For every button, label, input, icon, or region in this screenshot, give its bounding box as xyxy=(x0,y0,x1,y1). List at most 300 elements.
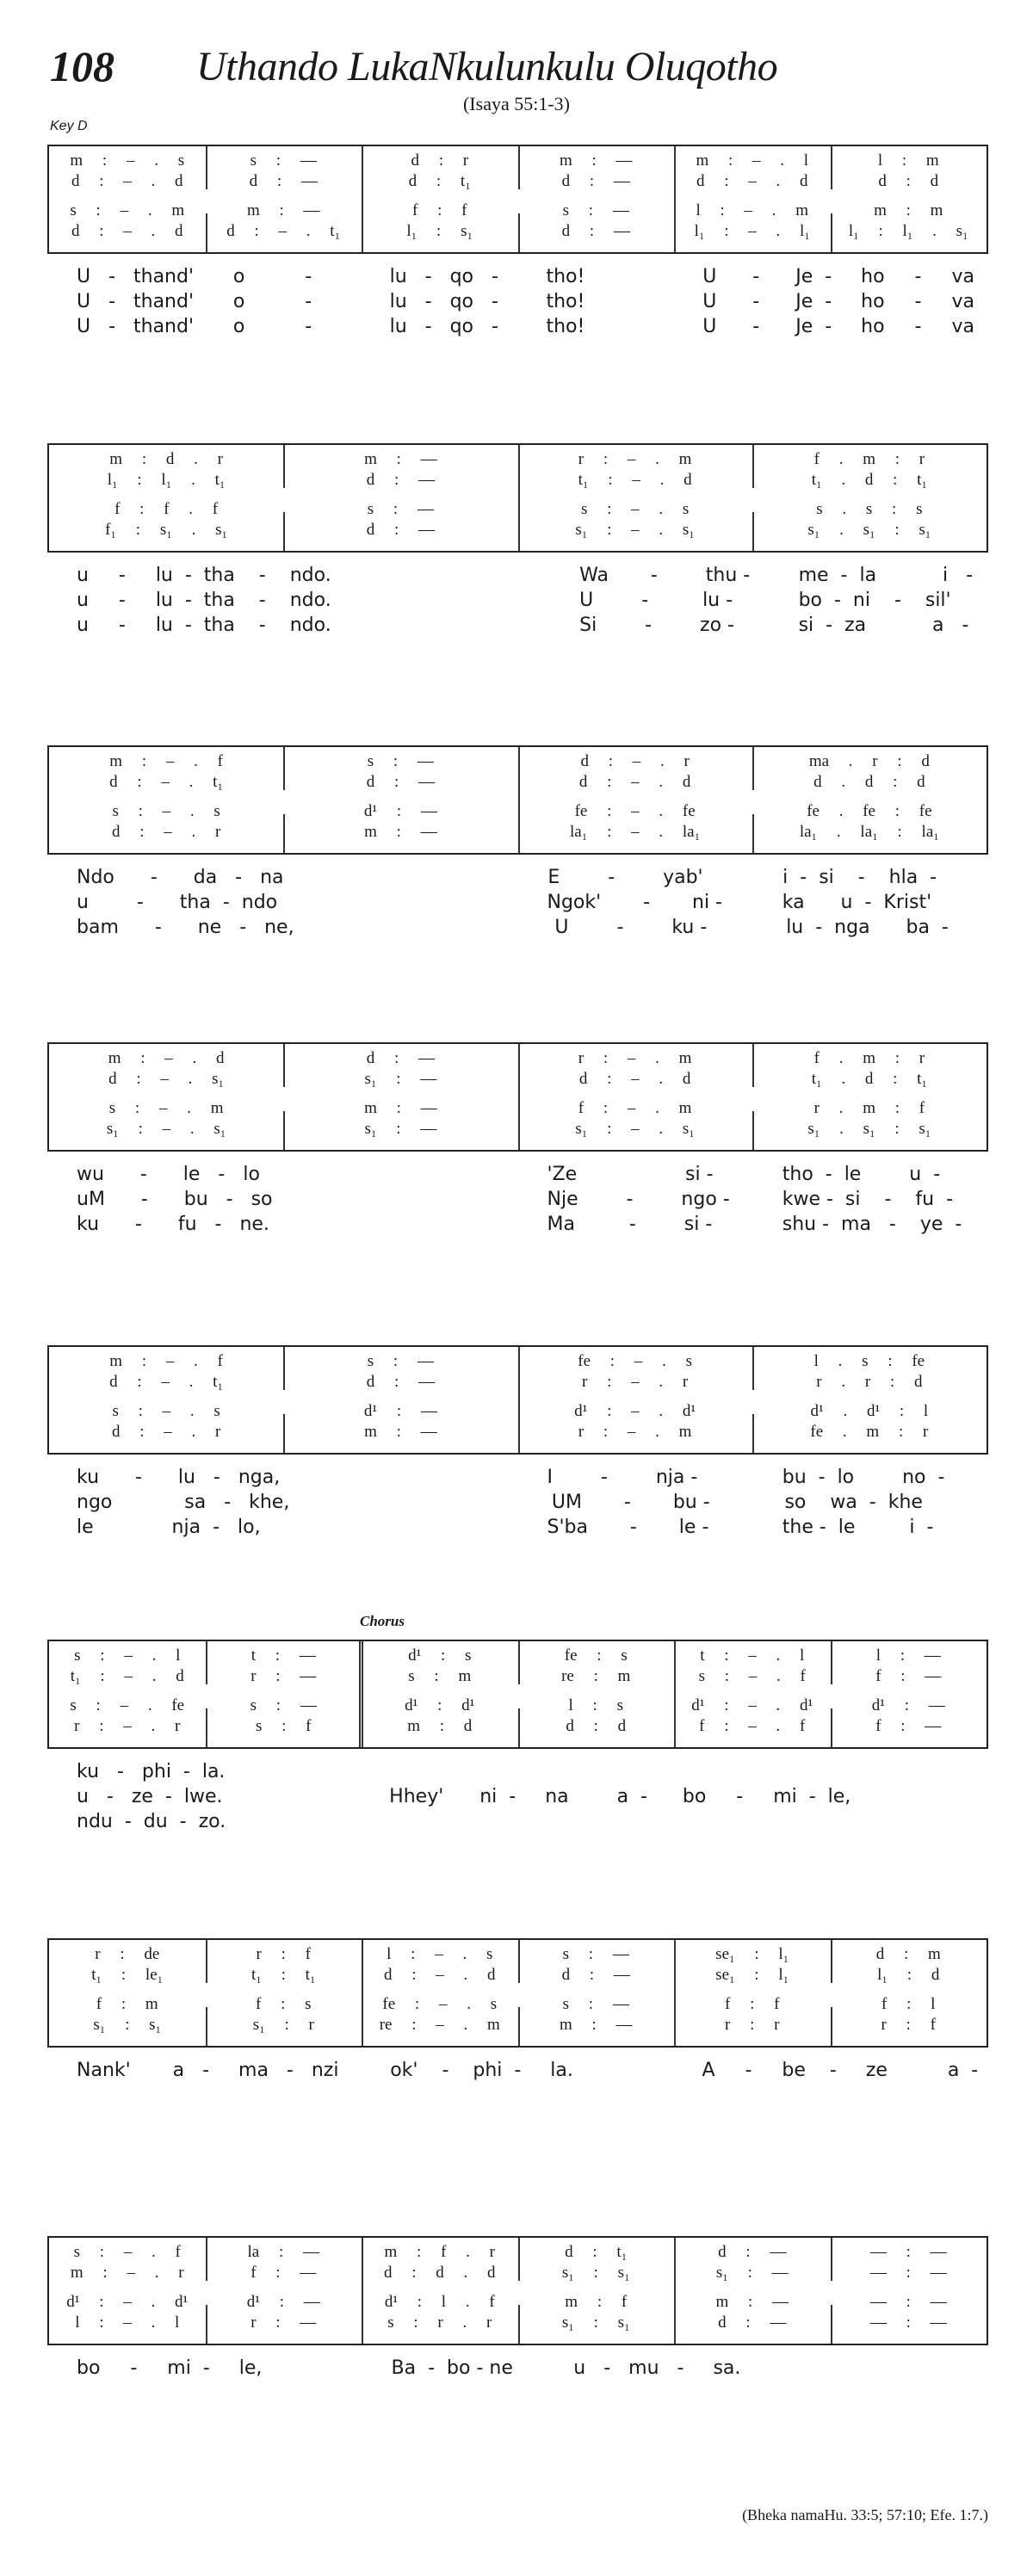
bass-notes: d : — xyxy=(366,521,436,539)
beat-cell xyxy=(362,1940,518,2046)
solfa-staff-box xyxy=(47,745,988,855)
beat-cell xyxy=(518,1641,675,1747)
alto-notes: f : — xyxy=(875,1667,942,1685)
alto-notes: t₁ : – . d xyxy=(578,471,692,489)
tenor-notes: d¹ : — xyxy=(871,1696,945,1714)
bass-notes: l₁ : s₁ xyxy=(406,222,473,240)
lyric-syllables xyxy=(226,1811,378,1836)
music-system xyxy=(47,2236,988,2382)
tenor-notes: f : s xyxy=(256,1995,312,2013)
hymn-number: 108 xyxy=(50,42,114,90)
bass-notes: d : – . r xyxy=(111,1423,221,1441)
beat-cell xyxy=(206,2238,362,2344)
verse-3-lyric-line xyxy=(47,1214,988,1239)
tenor-notes: f : m xyxy=(96,1995,158,2013)
bass-notes: d : — xyxy=(718,2313,787,2332)
tenor-notes: f : f xyxy=(725,1995,780,2013)
alto-notes: d : – . d xyxy=(71,172,183,190)
key-signature: Key D xyxy=(50,119,88,133)
lyric-syllables xyxy=(331,590,550,615)
soprano-notes: m : – . l xyxy=(696,151,809,170)
lyric-syllables: u - tha - ndo xyxy=(77,892,278,913)
tenor-notes: s : – . s xyxy=(112,802,220,820)
alto-notes: d : d xyxy=(878,172,939,190)
alto-notes: d : — xyxy=(561,1966,630,1984)
lyric-syllables: bo - mi - xyxy=(77,2357,210,2379)
tenor-notes: s : – . s xyxy=(580,500,690,518)
beat-cell xyxy=(206,1940,362,2046)
tenor-notes: l : – . m xyxy=(696,201,809,219)
tenor-notes: f : – . m xyxy=(578,1099,692,1117)
bass-notes: l : – . l xyxy=(75,2313,180,2332)
bass-notes: d : – . t₁ xyxy=(226,222,341,240)
beat-cell xyxy=(674,1641,831,1747)
bass-notes: s₁ : — xyxy=(364,1120,437,1138)
bass-notes: s₁ : s₁ xyxy=(561,2313,630,2332)
tenor-notes: l : s xyxy=(568,1696,623,1714)
beat-cell xyxy=(206,146,362,252)
soprano-notes: d : r xyxy=(411,151,469,170)
tenor-notes: s : – . fe xyxy=(70,1696,185,1714)
lyric-syllables: U - Je - xyxy=(702,291,832,312)
lyric-syllables xyxy=(331,565,550,590)
bass-notes: d : — xyxy=(561,222,630,240)
music-system xyxy=(47,1042,988,1239)
lyric-syllables: bo - mi - le, xyxy=(682,1786,851,1807)
lyric-syllables: u - lu - tha - ndo. xyxy=(77,615,331,636)
tenor-notes: d¹ : – . d¹ xyxy=(66,2293,189,2311)
beat-cell xyxy=(674,146,831,252)
music-system xyxy=(47,1345,988,1541)
tenor-notes: fe . fe : fe xyxy=(807,802,932,820)
alto-notes: d : – . d xyxy=(696,172,808,190)
lyric-syllables: lu - qo - xyxy=(389,291,498,312)
tenor-notes: d¹ : — xyxy=(363,802,437,820)
bass-notes: m : d xyxy=(407,1717,473,1735)
lyric-syllables xyxy=(225,1761,377,1786)
soprano-notes: s : — xyxy=(367,1352,434,1370)
beat-cell xyxy=(49,2238,206,2344)
lyric-syllables xyxy=(378,1761,530,1786)
alto-notes: d : – . t₁ xyxy=(109,1373,224,1391)
soprano-notes: — : — xyxy=(869,2243,947,2261)
lyric-syllables: uM - bu - so xyxy=(77,1189,273,1210)
beat-cell xyxy=(831,1940,987,2046)
lyric-syllables: si - za a - xyxy=(798,615,969,636)
solfa-staff-box xyxy=(47,1640,988,1749)
lyric-syllables: o - xyxy=(232,266,312,287)
lyric-syllables: ho - va xyxy=(861,316,974,337)
lyric-syllables xyxy=(289,1492,523,1517)
lyric-syllables: ho - va xyxy=(861,291,974,312)
beat-cell xyxy=(831,146,987,252)
beat-cell xyxy=(518,2238,675,2344)
lyric-syllables: Ma - si - xyxy=(547,1214,713,1235)
bass-notes: f : – . f xyxy=(699,1717,806,1735)
lyric-syllables xyxy=(284,867,519,892)
bass-notes: s₁ . s₁ : s₁ xyxy=(807,1120,931,1138)
tenor-notes: s : – . m xyxy=(108,1099,224,1117)
beat-cell xyxy=(831,2238,987,2344)
lyric-syllables xyxy=(530,1761,683,1786)
verse-1-lyric-line xyxy=(47,2060,988,2085)
lyric-syllables: ku - fu - ne. xyxy=(77,1214,269,1235)
lyric-syllables: tho! xyxy=(546,291,585,312)
lyric-syllables: the - le i - xyxy=(782,1517,934,1538)
lyric-syllables: le nja - lo, xyxy=(77,1517,261,1538)
tenor-notes: s : — xyxy=(250,1696,317,1714)
lyric-syllables: tho - le u - xyxy=(782,1164,941,1185)
bass-notes: r : f xyxy=(881,2016,936,2034)
lyrics xyxy=(47,1164,988,1239)
beat-cell xyxy=(362,146,518,252)
music-system xyxy=(47,1640,988,1836)
bass-notes: d : – . r xyxy=(111,823,221,841)
alto-notes: s : m xyxy=(408,1667,472,1685)
bass-notes: f : — xyxy=(875,1717,942,1735)
bass-notes: m : — xyxy=(364,1423,437,1441)
lyric-syllables: bo - ni - sil' xyxy=(798,590,951,611)
tenor-notes: fe : – . s xyxy=(382,1995,498,2013)
soprano-notes: m : – . f xyxy=(109,752,223,770)
alto-notes: d : — xyxy=(249,172,318,190)
soprano-notes: l : — xyxy=(875,1646,941,1665)
music-system xyxy=(47,1938,988,2085)
soprano-notes: d : — xyxy=(718,2243,787,2261)
solfa-staff-box xyxy=(47,145,988,254)
beat-cell xyxy=(362,1641,518,1747)
tenor-notes: d¹ : d¹ xyxy=(405,1696,475,1714)
lyric-syllables: Ba - bo - ne xyxy=(391,2357,513,2379)
solfa-staff-box xyxy=(47,2236,988,2345)
alto-notes: l₁ : l₁ . t₁ xyxy=(107,471,226,489)
tenor-notes: m : — xyxy=(715,2293,789,2311)
music-system xyxy=(47,145,988,341)
verse-2-lyric-line xyxy=(47,291,988,316)
lyric-syllables: Wa - thu - xyxy=(579,565,751,586)
bass-notes: s₁ . s₁ : s₁ xyxy=(807,521,931,539)
lyric-syllables: o - xyxy=(232,316,312,337)
alto-notes: d : — xyxy=(366,1373,436,1391)
lyric-syllables xyxy=(282,1214,517,1239)
alto-notes: se₁ : l₁ xyxy=(715,1966,789,1984)
verse-2-lyric-line xyxy=(47,590,988,615)
beat-cell xyxy=(518,445,752,551)
bass-notes: r : — xyxy=(251,2313,317,2332)
beat-cell xyxy=(518,1044,752,1150)
lyric-syllables: U - thand' xyxy=(77,291,195,312)
soprano-notes: r : – . m xyxy=(578,450,692,468)
lyric-syllables: U - Je - xyxy=(702,316,832,337)
beat-cell xyxy=(518,1347,752,1453)
lyric-syllables: tho! xyxy=(546,316,585,337)
bass-notes: r : r xyxy=(725,2016,780,2034)
soprano-notes: fe : s xyxy=(564,1646,628,1665)
alto-notes: d : — xyxy=(561,172,630,190)
beat-cell xyxy=(49,1347,283,1453)
lyric-syllables xyxy=(836,2357,988,2382)
lyric-syllables: la. xyxy=(550,2060,573,2081)
lyric-syllables: ma - nzi xyxy=(238,2060,339,2081)
lyric-syllables: sa. xyxy=(713,2357,741,2379)
tenor-notes: fe : – . fe xyxy=(574,802,696,820)
bass-notes: s : r . r xyxy=(387,2313,492,2332)
lyric-syllables: u - lu - tha - ndo. xyxy=(77,590,331,611)
beat-cell xyxy=(752,747,987,853)
bass-notes: m : — xyxy=(364,823,437,841)
tenor-notes: m : — xyxy=(246,201,320,219)
beat-cell xyxy=(49,146,206,252)
soprano-notes: ma . r : d xyxy=(808,752,930,770)
bass-notes: f₁ : s₁ . s₁ xyxy=(105,521,228,539)
tenor-notes: s : – . m xyxy=(70,201,185,219)
alto-notes: d : – . d xyxy=(578,773,691,791)
lyric-syllables: kwe - si - fu - xyxy=(782,1189,954,1210)
lyric-syllables xyxy=(836,1761,988,1786)
bass-notes: l₁ : – . l₁ xyxy=(694,222,810,240)
lyrics xyxy=(47,2357,988,2382)
soprano-notes: s : – . f xyxy=(73,2243,181,2261)
alto-notes: d : — xyxy=(366,773,436,791)
soprano-notes: s : — xyxy=(250,151,317,170)
soprano-notes: m : – . s xyxy=(70,151,185,170)
lyric-syllables xyxy=(531,1811,684,1836)
beat-cell xyxy=(518,1940,675,2046)
lyric-syllables: wu - le - lo xyxy=(77,1164,260,1185)
soprano-notes: d : – . r xyxy=(580,752,690,770)
bass-notes: fe . m : r xyxy=(810,1423,929,1441)
verse-1-lyric-line xyxy=(47,1164,988,1189)
tenor-notes: s : — xyxy=(367,500,434,518)
verse-3-lyric-line xyxy=(47,316,988,341)
beat-cell xyxy=(518,747,752,853)
alto-notes: d : – . t₁ xyxy=(109,773,224,791)
tenor-notes: d¹ : – . d¹ xyxy=(574,1402,696,1420)
lyrics xyxy=(47,867,988,942)
verse-2-lyric-line xyxy=(47,1786,988,1811)
bass-notes: d : – . d xyxy=(71,222,183,240)
soprano-notes: d : t₁ xyxy=(565,2243,628,2261)
lyric-syllables: le, xyxy=(238,2357,263,2379)
beat-cell xyxy=(49,1940,206,2046)
bass-notes: s₁ : – . s₁ xyxy=(575,1120,695,1138)
lyric-syllables: U - thand' xyxy=(77,316,195,337)
beat-cell xyxy=(362,2238,518,2344)
tenor-notes: m : — xyxy=(364,1099,437,1117)
lyric-syllables: ho - va xyxy=(861,266,974,287)
alto-notes: r : — xyxy=(251,1667,317,1685)
beat-cell xyxy=(752,1347,987,1453)
alto-notes: d . d : d xyxy=(813,773,925,791)
lyric-syllables: u - lu - tha - ndo. xyxy=(77,565,331,586)
verse-1-lyric-line xyxy=(47,565,988,590)
soprano-notes: m : d . r xyxy=(109,450,223,468)
soprano-notes: l : – . s xyxy=(387,1945,493,1963)
soprano-notes: m : — xyxy=(364,450,437,468)
soprano-notes: f . m : r xyxy=(813,1049,925,1067)
tenor-notes: d¹ : — xyxy=(246,2293,320,2311)
lyric-syllables: lu - qo - xyxy=(389,316,498,337)
beat-cell xyxy=(49,445,283,551)
tenor-notes: f : f . f xyxy=(114,500,219,518)
soprano-notes: m : — xyxy=(559,151,633,170)
bass-notes: r : – . r xyxy=(74,1717,181,1735)
alto-notes: t₁ : le₁ xyxy=(91,1966,164,1984)
verse-3-lyric-line xyxy=(47,917,988,942)
lyric-syllables: na a - xyxy=(545,1786,647,1807)
lyric-syllables: u - mu - xyxy=(543,2357,684,2379)
lyrics xyxy=(47,266,988,341)
alto-notes: t₁ . d : t₁ xyxy=(811,1070,928,1088)
lyric-syllables: shu - ma - ye - xyxy=(782,1214,962,1235)
beat-cell xyxy=(752,445,987,551)
soprano-notes: l . s : fe xyxy=(813,1352,925,1370)
lyric-syllables: tho! xyxy=(546,266,585,287)
soprano-notes: r : f xyxy=(256,1945,311,1963)
lyric-syllables: Ndo - da - na xyxy=(77,867,284,888)
verse-2-lyric-line xyxy=(47,1189,988,1214)
lyric-syllables xyxy=(683,1761,835,1786)
solfa-staff-box xyxy=(47,1345,988,1455)
beat-cell xyxy=(49,747,283,853)
verse-1-lyric-line xyxy=(47,1467,988,1492)
lyric-syllables: ku - phi - la. xyxy=(77,1761,226,1782)
lyric-syllables xyxy=(836,1811,988,1836)
lyric-syllables: S'ba - le - xyxy=(547,1517,709,1538)
lyric-syllables: bam - ne - ne, xyxy=(77,917,294,938)
soprano-notes: r : de xyxy=(95,1945,160,1963)
lyric-syllables: ze a - xyxy=(865,2060,979,2081)
lyric-syllables: so wa - khe xyxy=(784,1492,923,1513)
tenor-notes: m : f xyxy=(565,2293,628,2311)
lyric-syllables: E - yab' xyxy=(547,867,703,888)
solfa-staff-box xyxy=(47,1042,988,1152)
beat-cell xyxy=(206,1641,362,1747)
hymn-title: Uthando LukaNkulunkulu Oluqotho xyxy=(196,44,778,90)
alto-notes: m : – . r xyxy=(70,2264,184,2282)
lyric-syllables: U - ku - xyxy=(554,917,708,938)
bass-notes: s₁ : s₁ xyxy=(93,2016,162,2034)
tenor-notes: s : – . s xyxy=(112,1402,220,1420)
lyric-syllables: bu - lo no - xyxy=(782,1467,945,1488)
beat-cell xyxy=(674,1940,831,2046)
soprano-notes: d : — xyxy=(366,1049,436,1067)
lyric-syllables xyxy=(378,1811,530,1836)
bass-notes: la₁ : – . la₁ xyxy=(570,823,701,841)
soprano-notes: se₁ : l₁ xyxy=(715,1945,789,1963)
bass-notes: d : d xyxy=(566,1717,627,1735)
beat-cell xyxy=(283,747,517,853)
lyric-syllables: ngo sa - khe, xyxy=(77,1492,290,1513)
lyric-syllables: Nank' a - xyxy=(77,2060,210,2081)
bass-notes: r : – . m xyxy=(578,1423,692,1441)
bass-notes: m : — xyxy=(559,2016,633,2034)
lyric-syllables: U - thand' xyxy=(77,266,195,287)
beat-cell xyxy=(831,1641,987,1747)
lyric-syllables: lu - nga ba - xyxy=(786,917,949,938)
tenor-notes: d¹ : l . f xyxy=(384,2293,495,2311)
soprano-notes: s : — xyxy=(367,752,434,770)
tenor-notes: f : l xyxy=(881,1995,936,2013)
lyrics xyxy=(47,1467,988,1541)
bass-notes: s₁ : r xyxy=(252,2016,314,2034)
alto-notes: t₁ : t₁ xyxy=(251,1966,316,1984)
alto-notes: d : – . s₁ xyxy=(108,1070,225,1088)
lyric-syllables xyxy=(282,1164,517,1189)
alto-notes: s₁ : — xyxy=(715,2264,789,2282)
alto-notes: d : – . d xyxy=(383,1966,496,1984)
alto-notes: r . r : d xyxy=(816,1373,923,1391)
alto-notes: r : – . r xyxy=(582,1373,689,1391)
alto-notes: s : – . f xyxy=(698,1667,806,1685)
lyric-syllables: Nje - ngo - xyxy=(547,1189,730,1210)
lyric-syllables: U - Je - xyxy=(702,266,832,287)
tenor-notes: d¹ : – . d¹ xyxy=(691,1696,813,1714)
alto-notes: d : — xyxy=(366,471,436,489)
lyric-syllables: 'Ze si - xyxy=(547,1164,714,1185)
lyrics xyxy=(47,1761,988,1836)
scripture-reference: (Isaya 55:1-3) xyxy=(462,93,570,114)
beat-cell xyxy=(674,2238,831,2344)
alto-notes: re : m xyxy=(561,1667,631,1685)
soprano-notes: l : m xyxy=(877,151,939,170)
alto-notes: d : t₁ xyxy=(408,172,471,190)
verse-3-lyric-line xyxy=(47,615,988,639)
tenor-notes: m : m xyxy=(874,201,943,219)
lyric-syllables xyxy=(282,1189,517,1214)
verse-2-lyric-line xyxy=(47,892,988,917)
beat-cell xyxy=(49,1641,206,1747)
soprano-notes: t : – . l xyxy=(700,1646,805,1665)
tenor-notes: s : — xyxy=(562,201,629,219)
bass-notes: s : f xyxy=(256,1717,312,1735)
lyric-syllables: ndu - du - zo. xyxy=(77,1811,226,1832)
soprano-notes: d : m xyxy=(875,1945,941,1963)
lyric-syllables: ok' - phi - xyxy=(390,2060,522,2081)
chorus-label: Chorus xyxy=(360,1613,405,1629)
alto-notes: t₁ . d : t₁ xyxy=(811,471,928,489)
lyric-syllables xyxy=(684,1811,836,1836)
bass-notes: re : – . m xyxy=(379,2016,500,2034)
soprano-notes: fe : – . s xyxy=(578,1352,692,1370)
lyric-syllables: UM - bu - xyxy=(551,1492,710,1513)
cross-references: (Bheka namaHu. 33:5; 57:10; Efe. 1:7.) xyxy=(742,2506,988,2523)
tenor-notes: — : — xyxy=(869,2293,947,2311)
lyric-syllables xyxy=(282,892,517,917)
tenor-notes: d¹ . d¹ : l xyxy=(810,1402,929,1420)
soprano-notes: m : – . f xyxy=(109,1352,223,1370)
solfa-staff-box xyxy=(47,443,988,553)
lyric-syllables xyxy=(282,1467,517,1492)
lyric-syllables: I - nja - xyxy=(547,1467,698,1488)
verse-2-lyric-line xyxy=(47,1492,988,1517)
lyric-syllables: i - si - hla - xyxy=(782,867,937,888)
music-system xyxy=(47,443,988,639)
soprano-notes: r : – . m xyxy=(578,1049,692,1067)
soprano-notes: la : — xyxy=(247,2243,319,2261)
lyric-syllables: Hhey' ni - xyxy=(389,1786,516,1807)
alto-notes: d : – . d xyxy=(578,1070,691,1088)
verse-1-lyric-line xyxy=(47,266,988,291)
lyric-syllables: Si - zo - xyxy=(579,615,734,636)
soprano-notes: t : — xyxy=(251,1646,316,1665)
lyric-syllables: o - xyxy=(232,291,312,312)
tenor-notes: f : f xyxy=(412,201,467,219)
lyric-syllables: U - lu - xyxy=(579,590,733,611)
tenor-notes: d¹ : — xyxy=(363,1402,437,1420)
lyric-syllables: lu - qo - xyxy=(389,266,498,287)
bass-notes: l₁ : l₁ . s₁ xyxy=(848,222,968,240)
